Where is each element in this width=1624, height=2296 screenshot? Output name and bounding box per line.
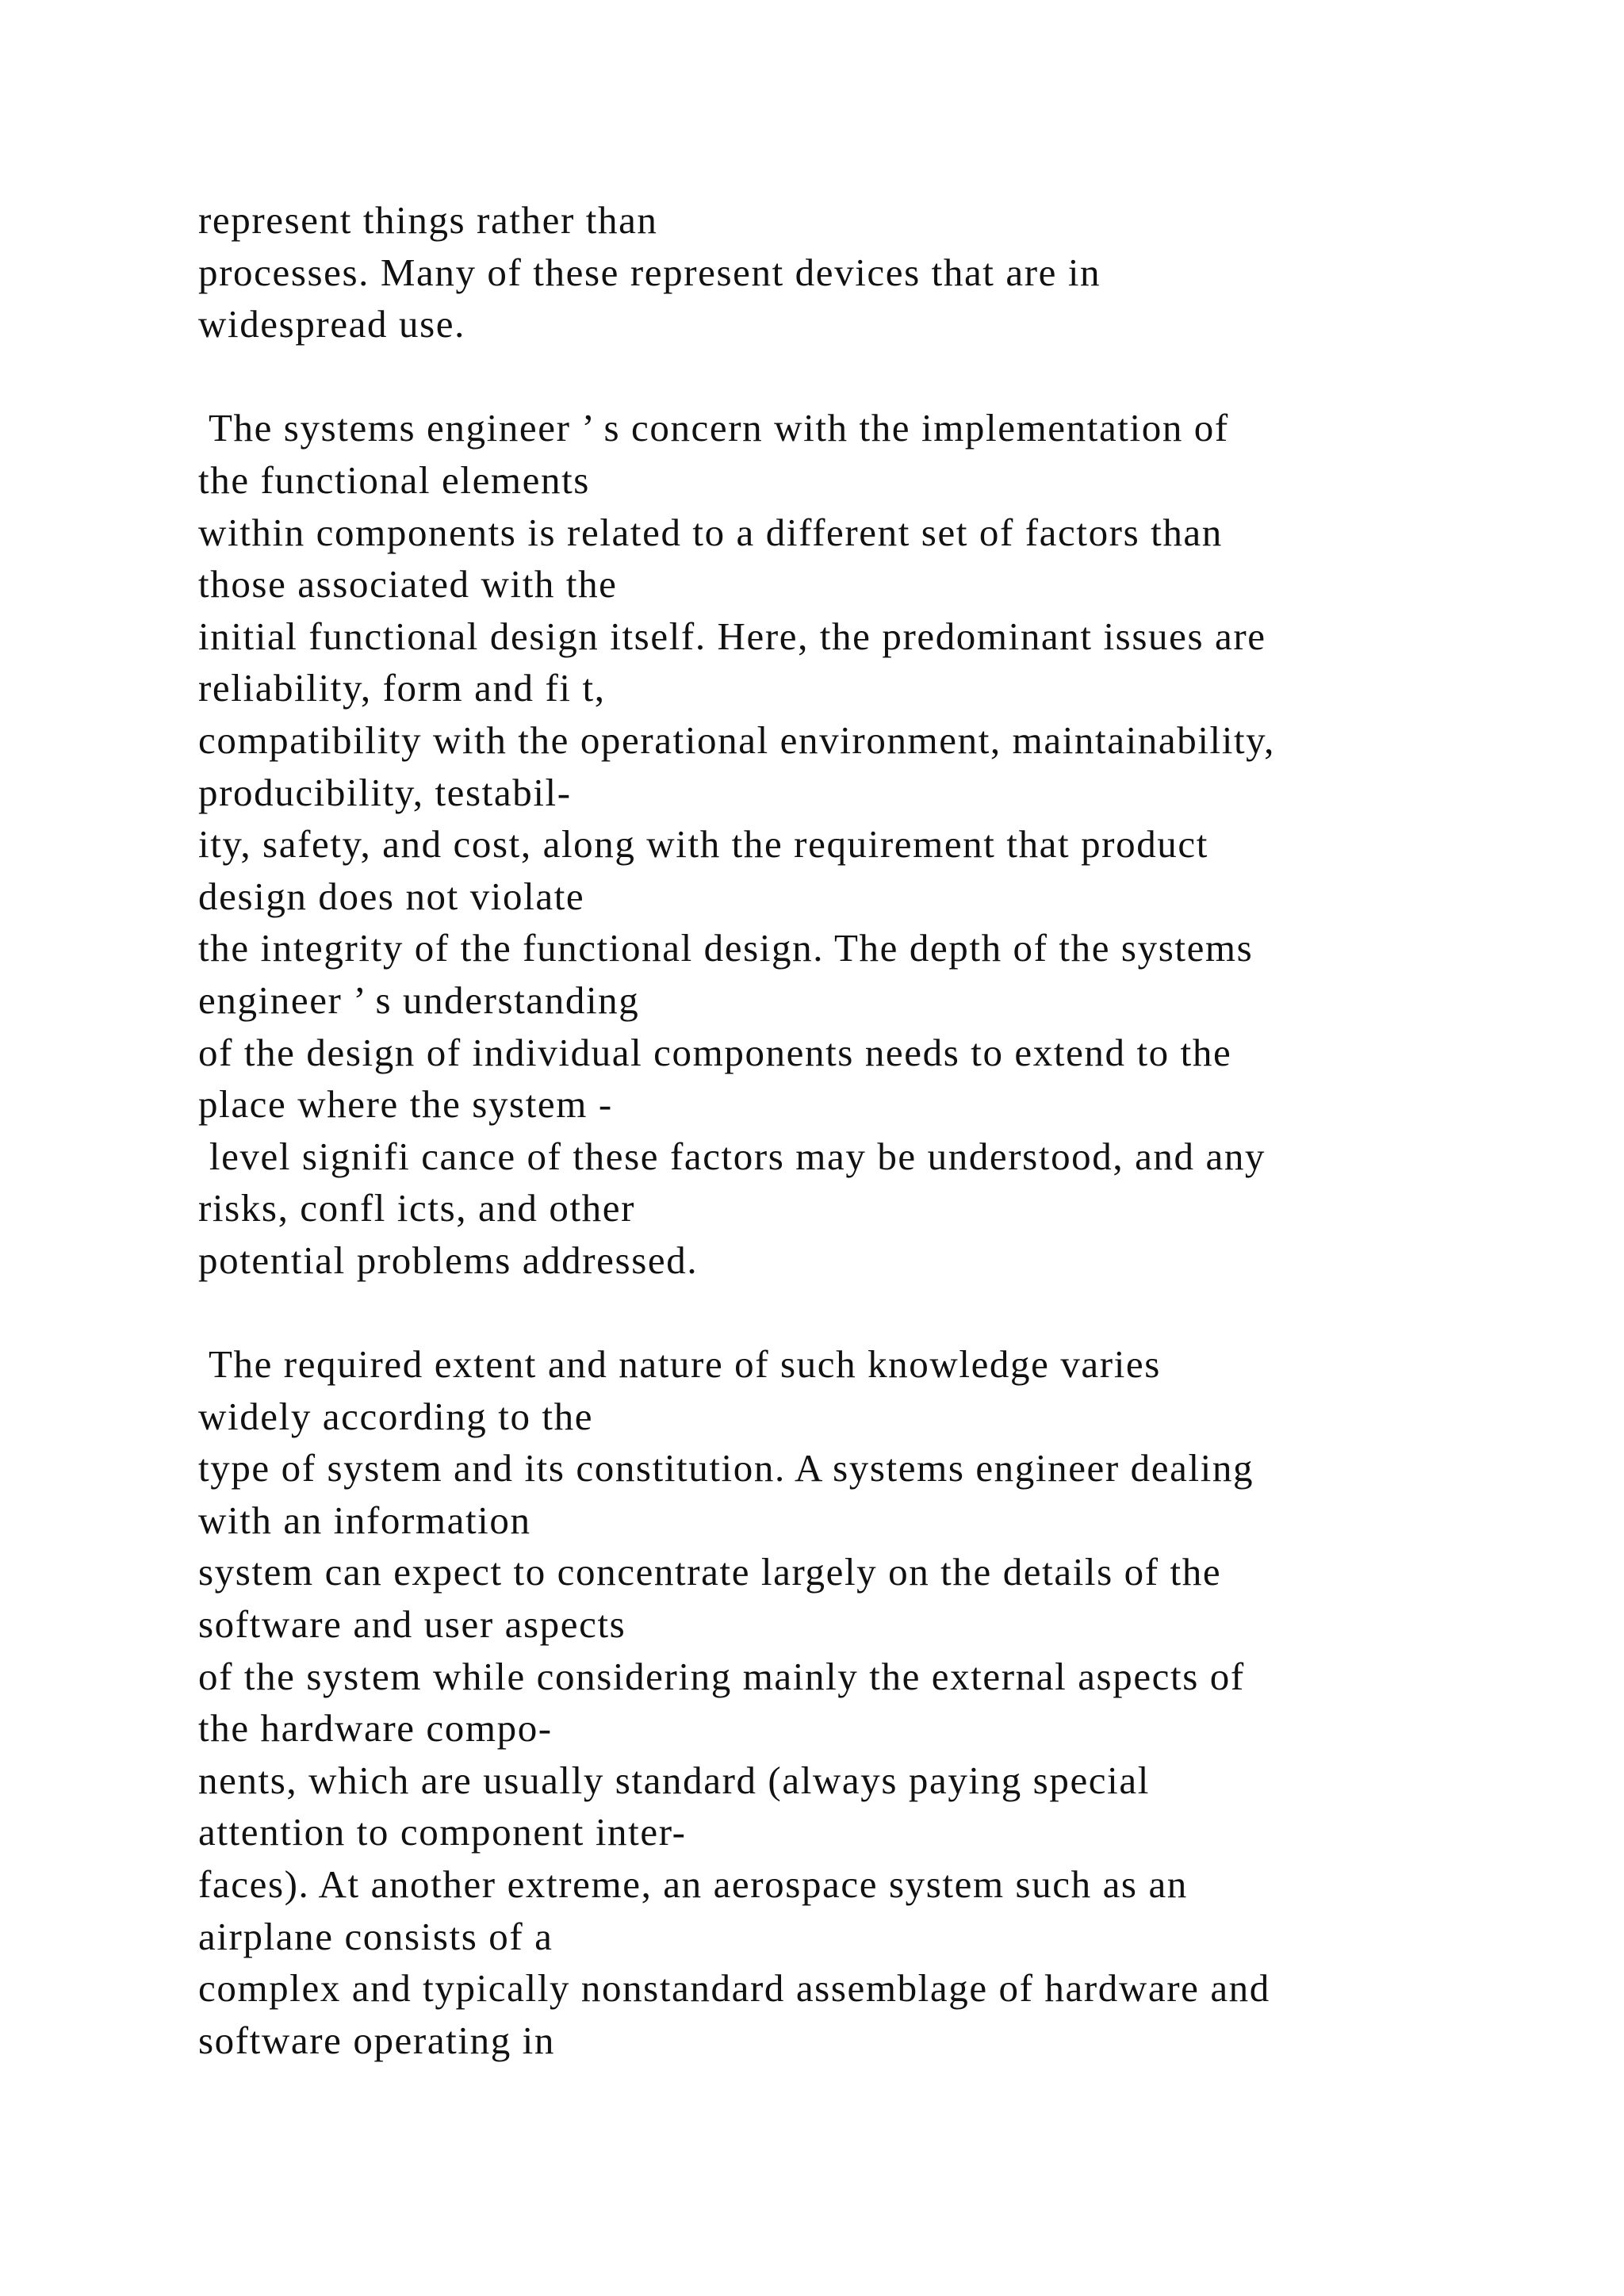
text-line: The required extent and nature of such knowledge varies <box>198 1342 1161 1387</box>
text-line: faces). At another extreme, an aerospace system such as an <box>198 1862 1188 1906</box>
text-line: software operating in <box>198 2018 555 2062</box>
text-line: the hardware compo- <box>198 1706 553 1751</box>
text-line: widely according to the <box>198 1394 594 1438</box>
text-line: reliability, form and fi t, <box>198 666 606 710</box>
text-line: initial functional design itself. Here, the predominant issues are <box>198 614 1266 658</box>
body-text <box>198 194 1546 2066</box>
text-line: type of system and its constitution. A systems engineer dealing <box>198 1446 1254 1490</box>
text-line: of the system while considering mainly the external aspects of <box>198 1654 1245 1698</box>
text-line: The systems engineer ’ s concern with the implementation of <box>198 406 1229 450</box>
text-line: the functional elements <box>198 457 590 502</box>
blank-line <box>198 1286 1546 1338</box>
text-line: engineer ’ s understanding <box>198 978 640 1022</box>
text-line: risks, confl icts, and other <box>198 1186 636 1230</box>
text-line: those associated with the <box>198 562 618 607</box>
text-line: design does not violate <box>198 874 585 918</box>
text-line: processes. Many of these represent devices that are in <box>198 250 1101 294</box>
text-line: complex and typically nonstandard assemblage of hardware and <box>198 1966 1270 2011</box>
text-line: system can expect to concentrate largely on the details of the <box>198 1550 1222 1594</box>
text-line: with an information <box>198 1498 531 1542</box>
text-line: represent things rather than <box>198 198 658 242</box>
text-line: nents, which are usually standard (always paying special <box>198 1758 1150 1802</box>
text-line: widespread use. <box>198 302 465 346</box>
text-line: attention to component inter- <box>198 1810 687 1854</box>
text-line: of the design of individual components needs to extend to the <box>198 1030 1232 1074</box>
text-line: ity, safety, and cost, along with the requirement that product <box>198 822 1208 867</box>
text-line: producibility, testabil- <box>198 770 572 814</box>
text-line: compatibility with the operational environment, maintainability, <box>198 718 1275 762</box>
blank-line <box>198 350 1546 403</box>
text-line: potential problems addressed. <box>198 1238 699 1282</box>
text-line: within components is related to a different set of factors than <box>198 510 1223 554</box>
text-line: airplane consists of a <box>198 1914 553 1958</box>
text-line: place where the system - <box>198 1082 613 1127</box>
text-line: software and user aspects <box>198 1602 626 1647</box>
text-line: the integrity of the functional design. The depth of the systems <box>198 926 1254 970</box>
text-line: level signifi cance of these factors may be understood, and any <box>198 1134 1266 1178</box>
